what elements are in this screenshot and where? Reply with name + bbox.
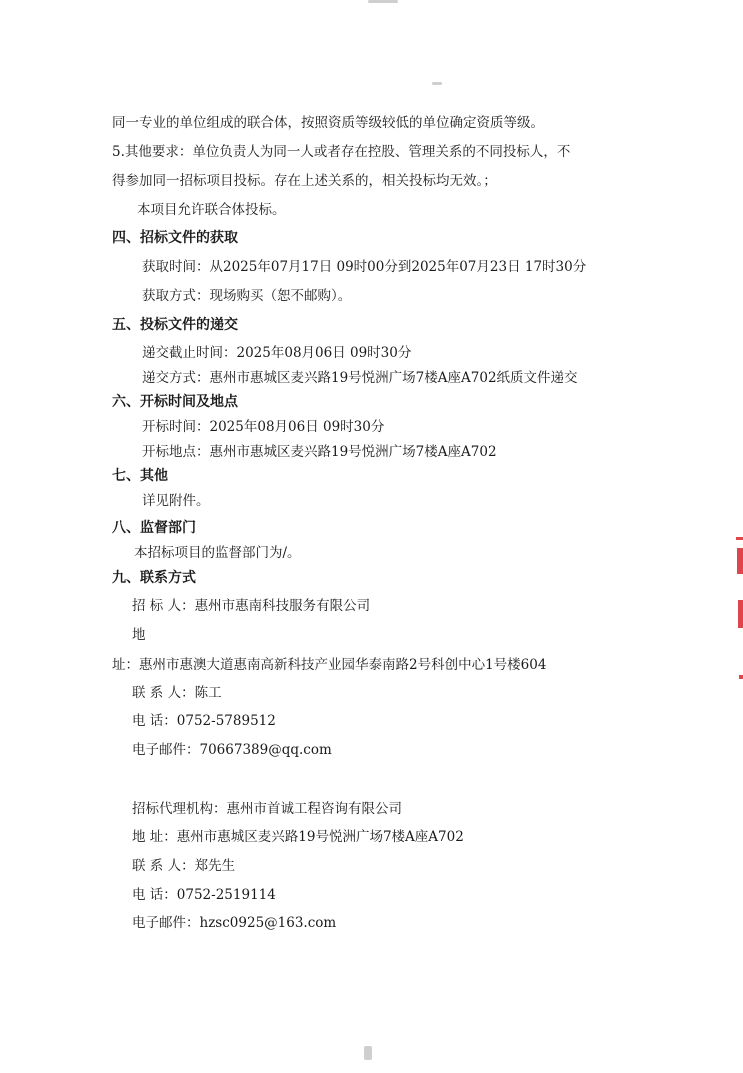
tenderer-address: 址：惠州市惠澳大道惠南高新科技产业园华泰南路2号科创中心1号楼604 <box>112 657 547 673</box>
scan-speck-mid <box>432 82 442 85</box>
paragraph-consortium-qualification: 同一专业的单位组成的联合体，按照资质等级较低的单位确定资质等级。 <box>112 115 544 131</box>
section-heading-other: 七、其他 <box>112 468 168 484</box>
scan-speck-bottom <box>364 1046 372 1060</box>
scan-speck-top <box>368 0 398 3</box>
tenderer-phone: 电 话：0752-5789512 <box>132 713 276 729</box>
agency-email: 电子邮件：hzsc0925@163.com <box>132 915 337 931</box>
acquisition-time: 获取时间：从2025年07月17日 09时00分到2025年07月23日 17时30分 <box>142 259 587 275</box>
agency-address: 地 址：惠州市惠城区麦兴路19号悦洲广场7楼A座A702 <box>132 829 464 845</box>
submission-method: 递交方式：惠州市惠城区麦兴路19号悦洲广场7楼A座A702纸质文件递交 <box>142 370 578 386</box>
opening-place: 开标地点：惠州市惠城区麦兴路19号悦洲广场7楼A座A702 <box>142 444 497 460</box>
acquisition-method: 获取方式：现场购买（恕不邮购）。 <box>142 288 352 304</box>
paragraph-other-requirements-cont: 得参加同一招标项目投标。存在上述关系的，相关投标均无效。； <box>112 173 497 189</box>
section-heading-supervision: 八、监督部门 <box>112 520 196 536</box>
supervision-text: 本招标项目的监督部门为/。 <box>134 545 301 561</box>
section-heading-bid-submission: 五、投标文件的递交 <box>112 317 238 333</box>
tenderer-email: 电子邮件：70667389@qq.com <box>132 742 332 758</box>
tenderer-address-label: 地 <box>132 627 146 643</box>
opening-time: 开标时间：2025年08月06日 09时30分 <box>142 419 385 435</box>
paragraph-other-requirements: 5.其他要求：单位负责人为同一人或者存在控股、管理关系的不同投标人，不 <box>112 144 571 160</box>
agency-name: 招标代理机构：惠州市首诚工程咨询有限公司 <box>132 801 402 817</box>
other-text: 详见附件。 <box>142 493 210 509</box>
tenderer-name: 招 标 人：惠州市惠南科技服务有限公司 <box>132 598 371 614</box>
agency-phone: 电 话：0752-2519114 <box>132 887 276 903</box>
paragraph-consortium-allowed: 本项目允许联合体投标。 <box>137 202 286 218</box>
agency-contact: 联 系 人：郑先生 <box>132 858 236 874</box>
section-heading-opening: 六、开标时间及地点 <box>112 394 238 410</box>
submission-deadline: 递交截止时间：2025年08月06日 09时30分 <box>142 345 412 361</box>
section-heading-contact: 九、联系方式 <box>112 570 196 586</box>
tenderer-contact: 联 系 人：陈工 <box>132 685 222 701</box>
section-heading-doc-acquisition: 四、招标文件的获取 <box>112 230 238 246</box>
